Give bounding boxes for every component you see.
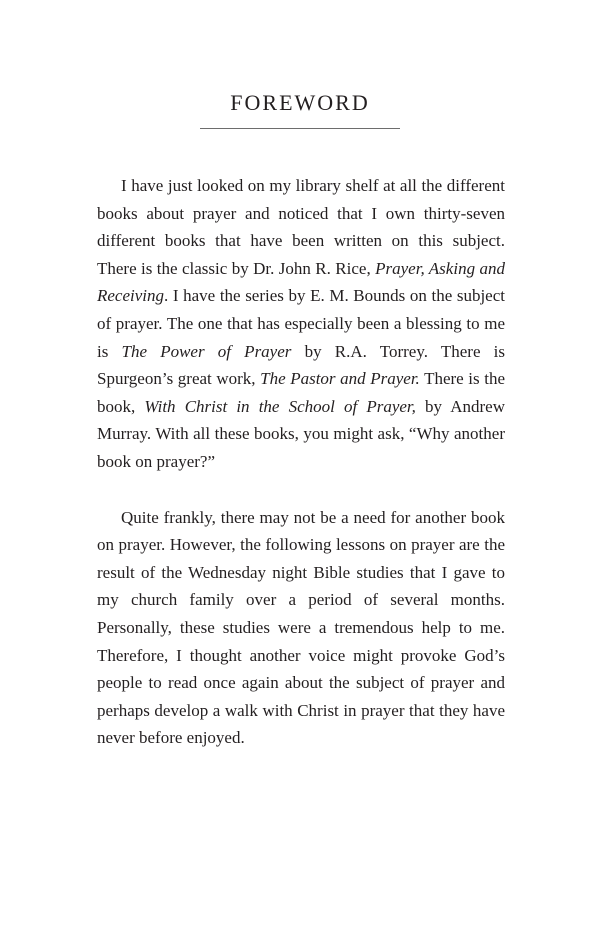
- book-title-prayer-asking-receiving: Prayer, Asking and Receiving: [97, 258, 505, 306]
- paragraph-2: Quite frankly, there may not be a need for another book on prayer. However, the following lessons on prayer are the result of the Wednesday night Bible studies that I gave to my church family over a period of several months. Personally, these studies were a tremendous help to me. Therefore, I thought another voice might provoke God’s people to read once again about the subject of prayer and perhaps develop a walk with Christ in prayer that they have never before enjoyed.: [97, 507, 505, 748]
- paragraph-1-text-5: by Andrew Murray. With all these books, you might ask, “Why another book on prayer?”: [97, 396, 506, 471]
- title-divider: [200, 128, 400, 129]
- paragraph-1-text-2: . I have the series by E. M. Bounds on the subject of prayer. The one that has especially been a blessing to me is: [97, 286, 505, 361]
- paragraph-1: [97, 172, 505, 476]
- chapter-title: FOREWORD: [230, 90, 370, 115]
- paragraph-1-text-1: I have just looked on my library shelf at all the different books about prayer and noticed that I own thirty-seven different books that have been written on this subject. There is the classic by Dr. John R. Rice,: [97, 176, 505, 278]
- paragraph-1-text-3: by R.A. Torrey. There is Spurgeon’s great work,: [97, 341, 506, 389]
- foreword-body: [97, 172, 505, 752]
- book-title-with-christ: With Christ in the School of Prayer,: [144, 396, 416, 416]
- book-title-pastor-and-prayer: The Pastor and Prayer.: [260, 369, 420, 389]
- paragraph-1-text-4: There is the book,: [97, 369, 505, 416]
- book-title-power-of-prayer: The Power of Prayer: [121, 341, 292, 361]
